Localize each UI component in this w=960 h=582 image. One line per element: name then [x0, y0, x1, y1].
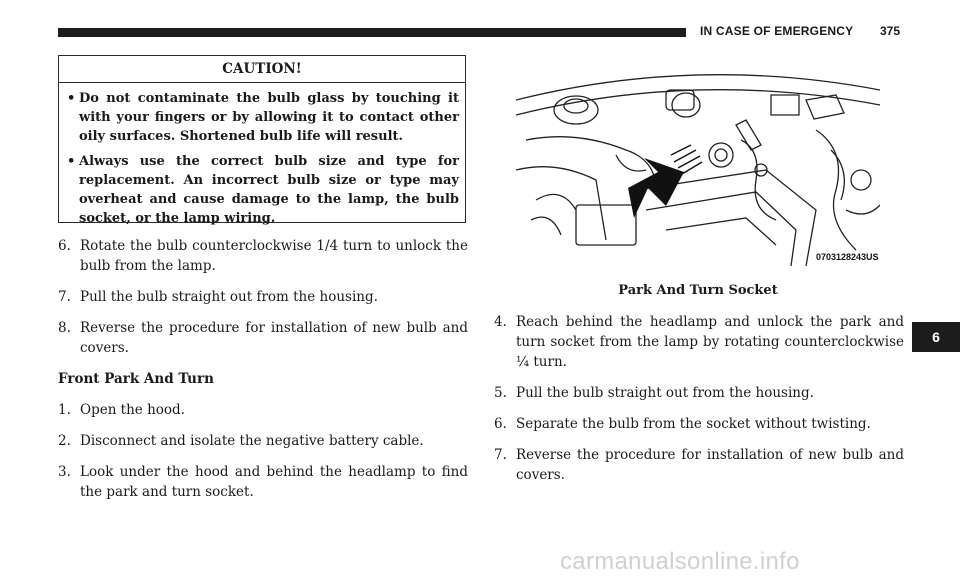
step-number: 6.: [494, 416, 507, 432]
right-column: [494, 312, 904, 496]
watermark-footer: carmanualsonline.info: [560, 548, 800, 575]
step-item: [494, 312, 904, 372]
step-number: 6.: [58, 238, 71, 254]
step-item: [58, 236, 468, 276]
step-item: [58, 431, 468, 451]
step-item: [58, 318, 468, 358]
step-text: Reach behind the headlamp and unlock the park and turn socket from the lamp by rotating counterclockwise ¼ turn.: [516, 314, 904, 370]
step-text: Pull the bulb straight out from the housing.: [80, 289, 378, 305]
step-number: 1.: [58, 402, 71, 418]
step-text: Reverse the procedure for installation of new bulb and covers.: [80, 320, 468, 356]
step-text: Pull the bulb straight out from the housing.: [516, 385, 814, 401]
subheading: Front Park And Turn: [58, 371, 214, 387]
header-rule: [58, 28, 686, 37]
caution-box: [58, 55, 466, 226]
figure-code: 0703128243US: [816, 252, 879, 262]
page-number: 375: [880, 24, 901, 38]
step-number: 8.: [58, 320, 71, 336]
step-item: [494, 445, 904, 485]
chapter-tab: 6: [912, 322, 960, 352]
step-item: [58, 287, 468, 307]
step-item: [494, 383, 904, 403]
step-text: Look under the hood and behind the headlamp to find the park and turn socket.: [80, 464, 468, 500]
step-item: [58, 400, 468, 420]
caution-item: • Do not contaminate the bulb glass by touching it with your fingers or by allowing it to contact other oily surfaces. Shortened bulb life will result.: [67, 89, 459, 146]
section-title: IN CASE OF EMERGENCY: [700, 24, 854, 38]
step-number: 7.: [494, 447, 507, 463]
step-number: 3.: [58, 464, 71, 480]
step-text: Separate the bulb from the socket without twisting.: [516, 416, 871, 432]
step-number: 7.: [58, 289, 71, 305]
step-text: Open the hood.: [80, 402, 185, 418]
caution-list: [59, 83, 465, 228]
caution-title: CAUTION!: [59, 56, 465, 83]
engine-bay-illustration: [516, 60, 880, 266]
step-text: Rotate the bulb counterclockwise 1/4 turn to unlock the bulb from the lamp.: [80, 238, 468, 274]
step-item: [494, 414, 904, 434]
left-column: [58, 236, 468, 513]
caution-item: • Always use the correct bulb size and type for replacement. An incorrect bulb size or type may overheat and cause damage to the lamp, the bulb socket, or the lamp wiring.: [67, 152, 459, 228]
step-text: Disconnect and isolate the negative battery cable.: [80, 433, 424, 449]
step-number: 4.: [494, 314, 507, 330]
step-item: [58, 462, 468, 502]
step-number: 2.: [58, 433, 71, 449]
step-number: 5.: [494, 385, 507, 401]
figure-caption: Park And Turn Socket: [618, 283, 778, 298]
step-text: Reverse the procedure for installation of new bulb and covers.: [516, 447, 904, 483]
